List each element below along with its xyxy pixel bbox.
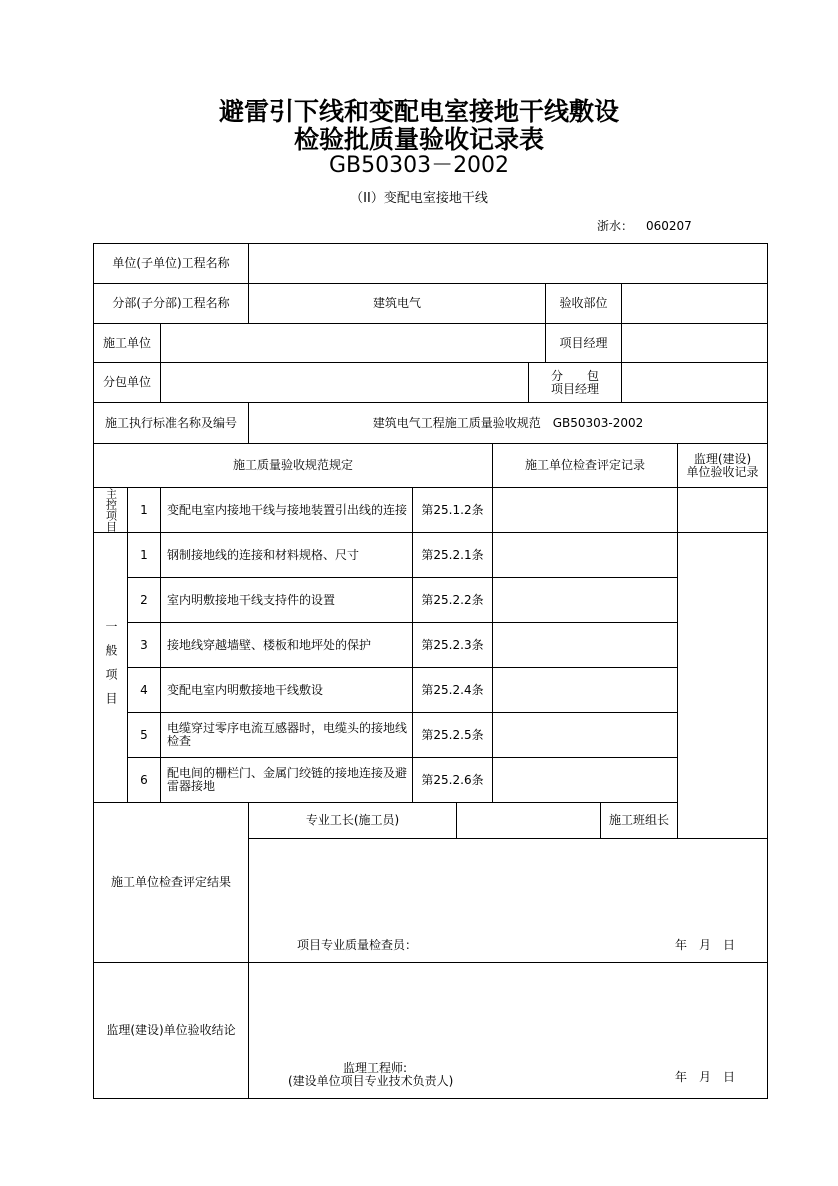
header-supervisor-1: 监理(建设) [693, 451, 752, 466]
acceptance-part-field[interactable] [621, 283, 768, 324]
main-items-group-label: 主控项目 [93, 487, 128, 533]
foreman-field[interactable] [456, 802, 601, 839]
general-item-record[interactable] [492, 532, 678, 578]
general-item-clause: 第25.2.6条 [412, 757, 493, 803]
division-label: 分部(子分部)工程名称 [93, 283, 249, 324]
acceptance-part-label: 验收部位 [545, 283, 622, 324]
title-line2: 检验批质量验收记录表 [293, 125, 544, 154]
general-item-clause: 第25.2.1条 [412, 532, 493, 578]
code-label: 浙水： [597, 219, 634, 233]
general-item-record[interactable] [492, 667, 678, 713]
sub-pm-label [528, 362, 622, 403]
title-line1: 避雷引下线和变配电室接地干线敷设 [218, 97, 619, 126]
general-items-group-label: 一般项目 [93, 532, 128, 803]
general-item-text: 接地线穿越墙壁、楼板和地坪处的保护 [160, 622, 413, 668]
general-supervisor-record[interactable] [677, 532, 768, 839]
engineer-label: 监理工程师: [343, 1061, 408, 1075]
main-item-no: 1 [127, 487, 161, 533]
team-leader-label: 施工班组长 [600, 802, 678, 839]
conclusion-date: 年 月 日 [675, 1070, 736, 1084]
contractor-field[interactable] [160, 323, 546, 363]
foreman-label: 专业工长(施工员) [248, 802, 457, 839]
result-label: 施工单位检查评定结果 [93, 802, 249, 963]
code-value: 060207 [646, 219, 692, 233]
standard-field[interactable]: 建筑电气工程施工质量验收规范 GB50303-2002 [248, 402, 768, 444]
general-item-no: 2 [127, 577, 161, 623]
general-item-text: 配电间的栅栏门、金属门绞链的接地连接及避雷器接地 [160, 757, 413, 803]
general-item-no: 6 [127, 757, 161, 803]
header-contractor-record: 施工单位检查评定记录 [492, 443, 678, 488]
general-item-no: 4 [127, 667, 161, 713]
header-spec: 施工质量验收规范规定 [93, 443, 493, 488]
general-item-no: 3 [127, 622, 161, 668]
general-item-text: 室内明敷接地干线支持件的设置 [160, 577, 413, 623]
sub-pm-label-1: 分 包 [550, 368, 599, 383]
sub-pm-field[interactable] [621, 362, 768, 403]
main-item-text: 变配电室内接地干线与接地装置引出线的连接 [160, 487, 413, 533]
general-item-record[interactable] [492, 622, 678, 668]
subtitle: （II）变配电室接地干线 [350, 191, 488, 206]
general-item-clause: 第25.2.3条 [412, 622, 493, 668]
contractor-label: 施工单位 [93, 323, 161, 363]
project-manager-field[interactable] [621, 323, 768, 363]
general-item-record[interactable] [492, 712, 678, 758]
result-date: 年 月 日 [675, 938, 736, 952]
title-standard: GB50303－2002 [328, 153, 510, 178]
division-field[interactable]: 建筑电气 [248, 283, 546, 324]
main-item-supervisor[interactable] [677, 487, 768, 533]
unit-name-field[interactable] [248, 243, 768, 284]
general-item-text: 电缆穿过零序电流互感器时，电缆头的接地线检查 [160, 712, 413, 758]
conclusion-label: 监理(建设)单位验收结论 [93, 962, 249, 1099]
general-item-clause: 第25.2.5条 [412, 712, 493, 758]
inspector-label: 项目专业质量检查员： [297, 938, 418, 952]
engineer-note: (建设单位项目专业技术负责人) [288, 1074, 454, 1088]
main-item-clause: 第25.1.2条 [412, 487, 493, 533]
standard-label: 施工执行标准名称及编号 [93, 402, 249, 444]
subcontractor-field[interactable] [160, 362, 529, 403]
general-item-record[interactable] [492, 577, 678, 623]
header-supervisor-record [677, 443, 768, 488]
unit-name-label: 单位(子单位)工程名称 [93, 243, 249, 284]
general-item-no: 1 [127, 532, 161, 578]
main-item-record[interactable] [492, 487, 678, 533]
sub-pm-label-2: 项目经理 [550, 381, 599, 396]
project-manager-label: 项目经理 [545, 323, 622, 363]
subcontractor-label: 分包单位 [93, 362, 161, 403]
general-item-text: 变配电室内明敷接地干线敷设 [160, 667, 413, 713]
general-item-text: 钢制接地线的连接和材料规格、尺寸 [160, 532, 413, 578]
header-supervisor-2: 单位验收记录 [686, 464, 759, 479]
general-item-record[interactable] [492, 757, 678, 803]
general-item-no: 5 [127, 712, 161, 758]
general-item-clause: 第25.2.2条 [412, 577, 493, 623]
general-item-clause: 第25.2.4条 [412, 667, 493, 713]
